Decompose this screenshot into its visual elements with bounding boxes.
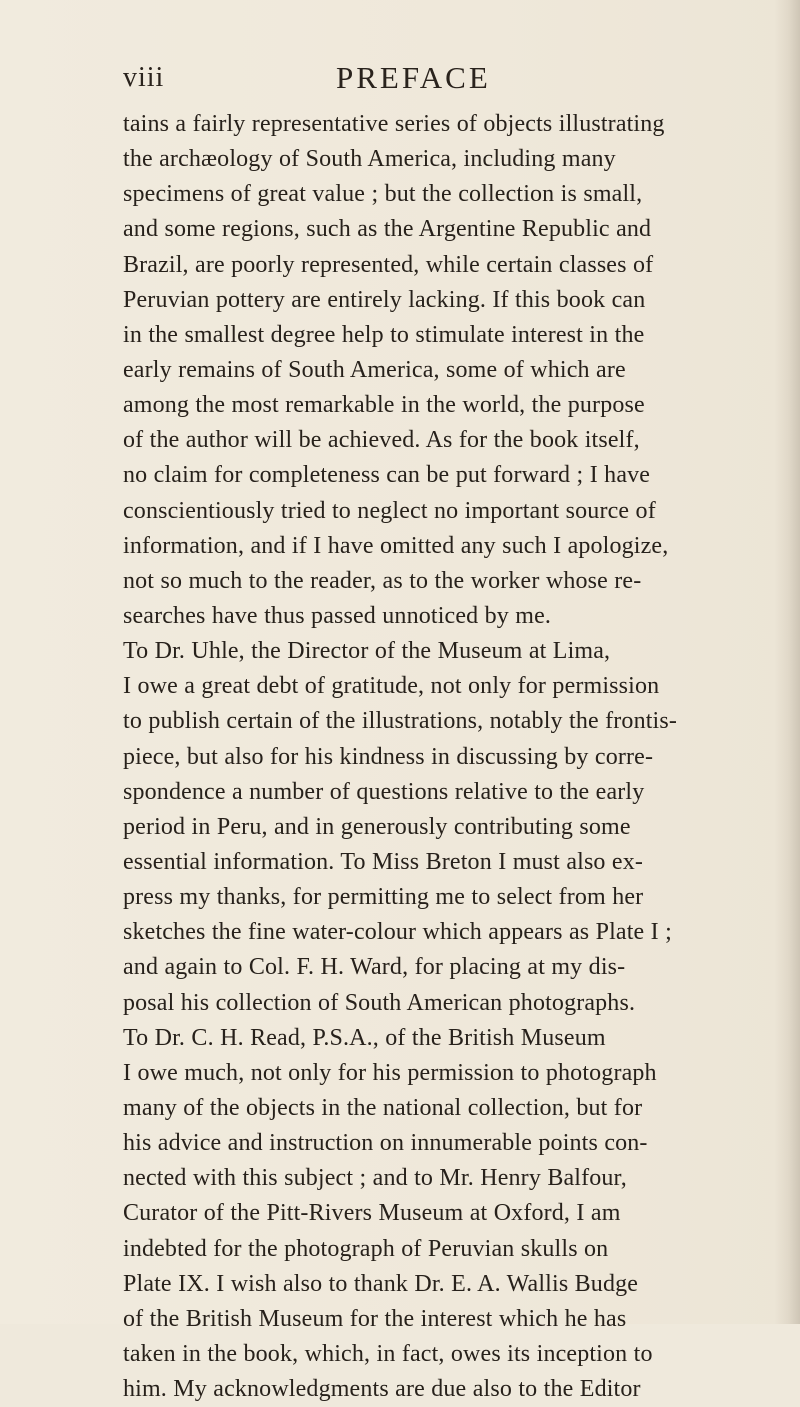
- text-line: among the most remarkable in the world, the purpose: [123, 392, 645, 419]
- text-line: Curator of the Pitt-Rivers Museum at Oxford, I am: [123, 1200, 621, 1227]
- text-line: I owe much, not only for his permission to photograph: [123, 1059, 657, 1086]
- page-edge-shadow: [774, 0, 800, 1324]
- text-line: To Dr. Uhle, the Director of the Museum at Lima,: [123, 638, 611, 665]
- text-line: I owe a great debt of gratitude, not only for permission: [123, 673, 660, 700]
- text-line: sketches the fine water-colour which appears as Plate I ;: [123, 919, 672, 946]
- text-line: indebted for the photograph of Peruvian skulls on: [123, 1235, 609, 1262]
- page-number: viii: [123, 62, 165, 93]
- text-line: tains a fairly representative series of objects illustrating: [123, 111, 665, 137]
- text-line: his advice and instruction on innumerable points con-: [123, 1130, 648, 1157]
- text-line: posal his collection of South American photographs.: [123, 989, 636, 1016]
- text-line: essential information. To Miss Breton I must also ex-: [123, 848, 644, 875]
- text-line: Plate IX. I wish also to thank Dr. E. A. Wallis Budge: [123, 1270, 639, 1297]
- text-line: period in Peru, and in generously contributing some: [123, 813, 631, 840]
- text-line: spondence a number of questions relative to the early: [123, 778, 645, 805]
- preface-text: [123, 107, 685, 1407]
- text-line: to publish certain of the illustrations, notably the frontis-: [123, 708, 677, 735]
- text-line: early remains of South America, some of which are: [123, 356, 626, 383]
- text-line: conscientiously tried to neglect no important source of: [123, 497, 656, 524]
- text-line: Peruvian pottery are entirely lacking. If this book can: [123, 286, 646, 313]
- text-line: searches have thus passed unnoticed by me.: [123, 602, 552, 629]
- text-line: press my thanks, for permitting me to select from her: [123, 884, 644, 911]
- text-line: information, and if I have omitted any such I apologize,: [123, 532, 669, 559]
- running-title: PREFACE: [336, 60, 491, 95]
- text-line: many of the objects in the national collection, but for: [123, 1094, 643, 1121]
- text-line: him. My acknowledgments are due also to the Editor: [123, 1376, 641, 1403]
- text-line: specimens of great value ; but the collection is small,: [123, 181, 643, 208]
- page-header: [123, 60, 683, 96]
- text-line: and again to Col. F. H. Ward, for placing at my dis-: [123, 954, 626, 981]
- text-line: of the British Museum for the interest which he has: [123, 1305, 627, 1332]
- text-line: the archæology of South America, including many: [123, 146, 616, 173]
- text-line: To Dr. C. H. Read, P.S.A., of the British Museum: [123, 1024, 606, 1051]
- text-line: no claim for completeness can be put forward ; I have: [123, 462, 651, 489]
- text-line: taken in the book, which, in fact, owes its inception to: [123, 1340, 653, 1367]
- text-line: and some regions, such as the Argentine Republic and: [123, 216, 652, 243]
- text-line: of the author will be achieved. As for the book itself,: [123, 427, 640, 454]
- text-line: Brazil, are poorly represented, while certain classes of: [123, 251, 654, 278]
- text-line: not so much to the reader, as to the worker whose re-: [123, 567, 642, 594]
- text-line: piece, but also for his kindness in discussing by corre-: [123, 743, 654, 770]
- text-line: nected with this subject ; and to Mr. Henry Balfour,: [123, 1165, 627, 1192]
- text-line: in the smallest degree help to stimulate interest in the: [123, 321, 645, 348]
